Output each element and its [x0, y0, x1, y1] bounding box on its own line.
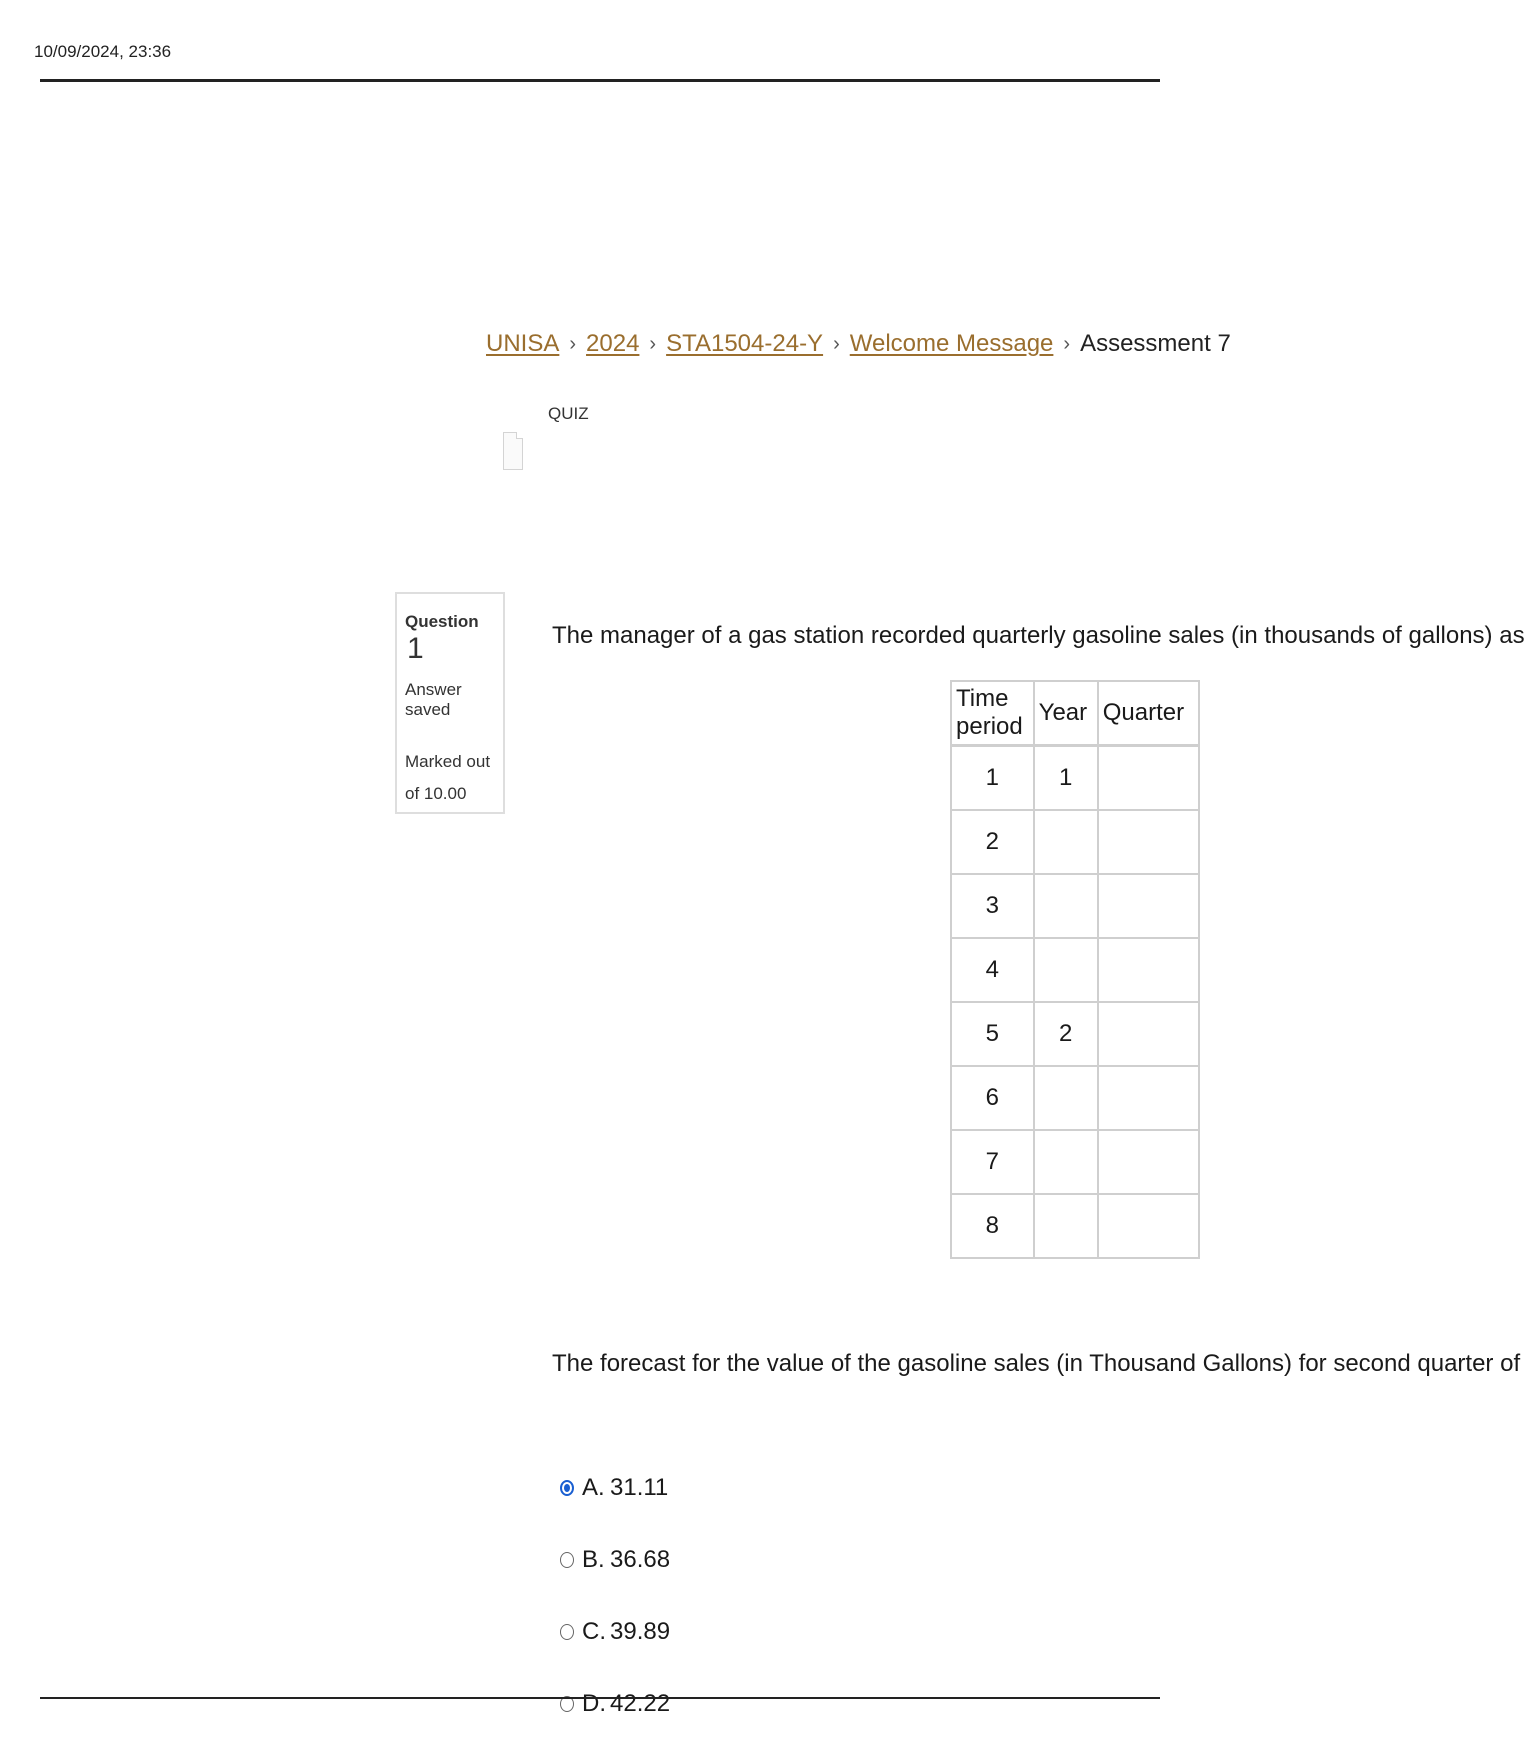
table-row [951, 810, 1199, 874]
table-cell-time-period: 1 [951, 746, 1034, 811]
question-heading [405, 612, 495, 666]
table-cell-quarter [1098, 746, 1199, 811]
answer-option-b[interactable] [560, 1524, 670, 1596]
option-value: 31.11 [610, 1474, 669, 1501]
radio-button-a[interactable] [560, 1480, 574, 1496]
table-row [951, 1002, 1199, 1066]
option-letter: A. [582, 1474, 605, 1501]
table-row [951, 1066, 1199, 1130]
option-letter: C. [582, 1618, 606, 1645]
table-cell-time-period: 4 [951, 938, 1034, 1002]
breadcrumb [486, 330, 1231, 358]
breadcrumb-separator-icon: › [833, 332, 840, 355]
question-number: 1 [407, 632, 424, 665]
radio-button-b[interactable] [560, 1552, 574, 1568]
table-cell-time-period: 8 [951, 1194, 1034, 1258]
question-state: Answer saved [405, 680, 462, 719]
table-cell-year: 1 [1034, 746, 1098, 811]
table-cell-quarter [1098, 1194, 1199, 1258]
question-text: The manager of a gas station recorded quarterly gasoline sales (in thousands of gallons) as [552, 622, 1525, 649]
table-header-quarter: Quarter [1098, 681, 1199, 746]
question-title: Question [405, 612, 479, 631]
question-grade: Marked out of 10.00 [405, 752, 491, 804]
answer-option-a[interactable] [560, 1452, 670, 1524]
table-header-row [951, 681, 1199, 746]
breadcrumb-separator-icon: › [569, 332, 577, 355]
table-cell-year [1034, 810, 1098, 874]
table-row [951, 1130, 1199, 1194]
breadcrumb-link-welcome-message[interactable]: Welcome Message [849, 330, 1054, 357]
breadcrumb-separator-icon: › [1063, 332, 1071, 355]
breadcrumb-current-page: Assessment 7 [1080, 330, 1231, 357]
option-value: 42.22 [610, 1690, 671, 1717]
table-cell-quarter [1098, 874, 1199, 938]
table-row [951, 1194, 1199, 1258]
table-cell-quarter [1098, 1002, 1199, 1066]
table-row [951, 938, 1199, 1002]
table-row [951, 746, 1199, 811]
table-cell-quarter [1098, 938, 1199, 1002]
option-value: 39.89 [610, 1618, 671, 1645]
breadcrumb-link-year[interactable]: 2024 [586, 330, 640, 357]
table-cell-quarter [1098, 1066, 1199, 1130]
table-cell-time-period: 5 [951, 1002, 1034, 1066]
question-info-panel [395, 592, 505, 814]
quiz-document-icon [503, 432, 523, 470]
print-datetime: 10/09/2024, 23:36 [34, 42, 172, 61]
sales-data-table [950, 680, 1200, 1259]
table-header-time-period: Time period [951, 681, 1034, 746]
option-value: 36.68 [610, 1546, 671, 1573]
table-cell-time-period: 3 [951, 874, 1034, 938]
breadcrumb-link-course[interactable]: STA1504-24-Y [666, 330, 824, 357]
table-header-year: Year [1034, 681, 1098, 746]
forecast-question-text: The forecast for the value of the gasoline sales (in Thousand Gallons) for second quarter of [552, 1350, 1521, 1377]
footer-divider [40, 1697, 1160, 1699]
breadcrumb-link-unisa[interactable]: UNISA [486, 330, 560, 357]
table-cell-year: 2 [1034, 1002, 1098, 1066]
table-cell-year [1034, 1130, 1098, 1194]
answer-option-c[interactable] [560, 1596, 670, 1668]
table-cell-quarter [1098, 810, 1199, 874]
table-cell-quarter [1098, 1130, 1199, 1194]
table-cell-year [1034, 1194, 1098, 1258]
activity-type-label: QUIZ [548, 404, 589, 423]
table-cell-time-period: 6 [951, 1066, 1034, 1130]
radio-button-c[interactable] [560, 1624, 574, 1640]
header-divider [40, 79, 1160, 82]
table-cell-year [1034, 938, 1098, 1002]
option-letter: B. [582, 1546, 605, 1573]
breadcrumb-separator-icon: › [649, 332, 657, 355]
answer-option-d[interactable] [560, 1668, 670, 1740]
table-cell-time-period: 2 [951, 810, 1034, 874]
table-cell-year [1034, 1066, 1098, 1130]
table-row [951, 874, 1199, 938]
table-cell-year [1034, 874, 1098, 938]
table-cell-time-period: 7 [951, 1130, 1034, 1194]
option-letter: D. [582, 1690, 606, 1717]
